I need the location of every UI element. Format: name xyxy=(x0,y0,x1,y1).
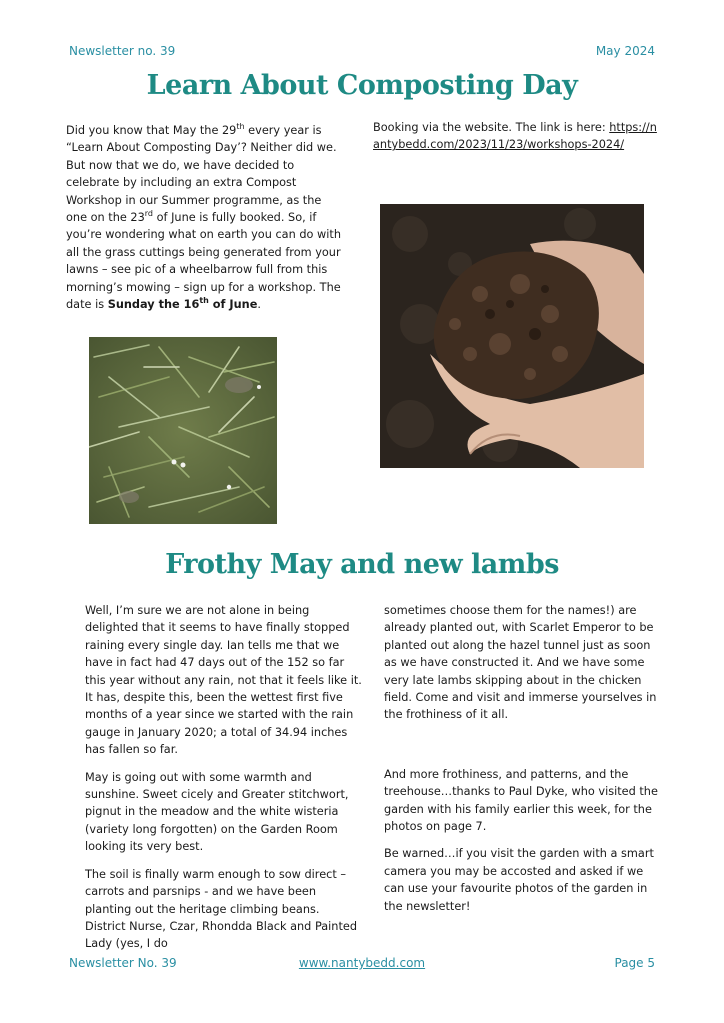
frothy-left-column xyxy=(85,602,363,963)
booking-paragraph: Booking via the website. The link is here: https://nantybedd.com/2023/11/23/workshops-2024/ xyxy=(373,121,657,152)
footer-page-number: Page 5 xyxy=(614,956,655,970)
workshops-link[interactable]: https://nantybedd.com/2023/11/23/workshops-2024/ xyxy=(373,121,657,152)
camera-warning-paragraph: Be warned…if you visit the garden with a smart camera you may be accosted and asked if we can use your favourite photos of the garden in the newsletter! xyxy=(384,847,654,913)
grass-cuttings-photo xyxy=(89,337,277,524)
composting-intro-paragraph: Did you know that May the 29th every year is “Learn About Composting Day’? Neither did we. But now that we do, we have decided to celebrate by including an extra Compost Workshop in our Summer programme, as the one on the 23rd of June is fully booked. So, if you’re wondering what on earth you can do with all the grass cuttings being generated from your lawns – see pic of a wheelbarrow full from this morning’s mowing – sign up for a workshop. The date is Sunday the 16th of June. xyxy=(66,122,341,312)
soil-paragraph: The soil is finally warm enough to sow direct – carrots and parsnips - and we have been planting out the heritage climbing beans. District Nurse, Czar, Rhondda Black and Painted Lady (yes, I do xyxy=(85,867,358,951)
composting-day-title: Learn About Composting Day xyxy=(146,70,578,101)
footer-website-link[interactable]: www.nantybedd.com xyxy=(298,956,426,970)
treehouse-paragraph: And more frothiness, and patterns, and the treehouse…thanks to Paul Dyke, who visited the garden with his family earlier this week, for the photos on page 7. xyxy=(384,767,658,834)
compost-hands-photo xyxy=(380,204,644,468)
beans-lambs-paragraph: sometimes choose them for the names!) are already planted out, with Scarlet Emperor to be planted out along the hazel tunnel just as soon as we have constructed it. And we have some very late lambs skipping about in the chicken field. Come and visit and immerse yourselves in the frothiness of it all. xyxy=(384,604,657,722)
frothy-may-title: Frothy May and new lambs xyxy=(165,549,559,580)
sunshine-paragraph: May is going out with some warmth and sunshine. Sweet cicely and Greater stitchwort, pignut in the meadow and the white wisteria (variety long forgotten) on the Garden Room looking its very best. xyxy=(85,770,349,854)
footer-newsletter-number: Newsletter No. 39 xyxy=(69,956,177,970)
frothy-right-column xyxy=(384,602,660,925)
header-newsletter-number: Newsletter no. 39 xyxy=(69,44,176,58)
header-date: May 2024 xyxy=(595,44,655,58)
weather-paragraph: Well, I’m sure we are not alone in being delighted that it seems to have finally stopped raining every single day. Ian tells me that we have in fact had 47 days out of the 152 so far this year without any rain, not that it feels like it. It has, despite this, been the wettest first five months of a year since we started with the rain gauge in January 2020; a total of 34.94 inches has fallen so far. xyxy=(85,604,362,757)
